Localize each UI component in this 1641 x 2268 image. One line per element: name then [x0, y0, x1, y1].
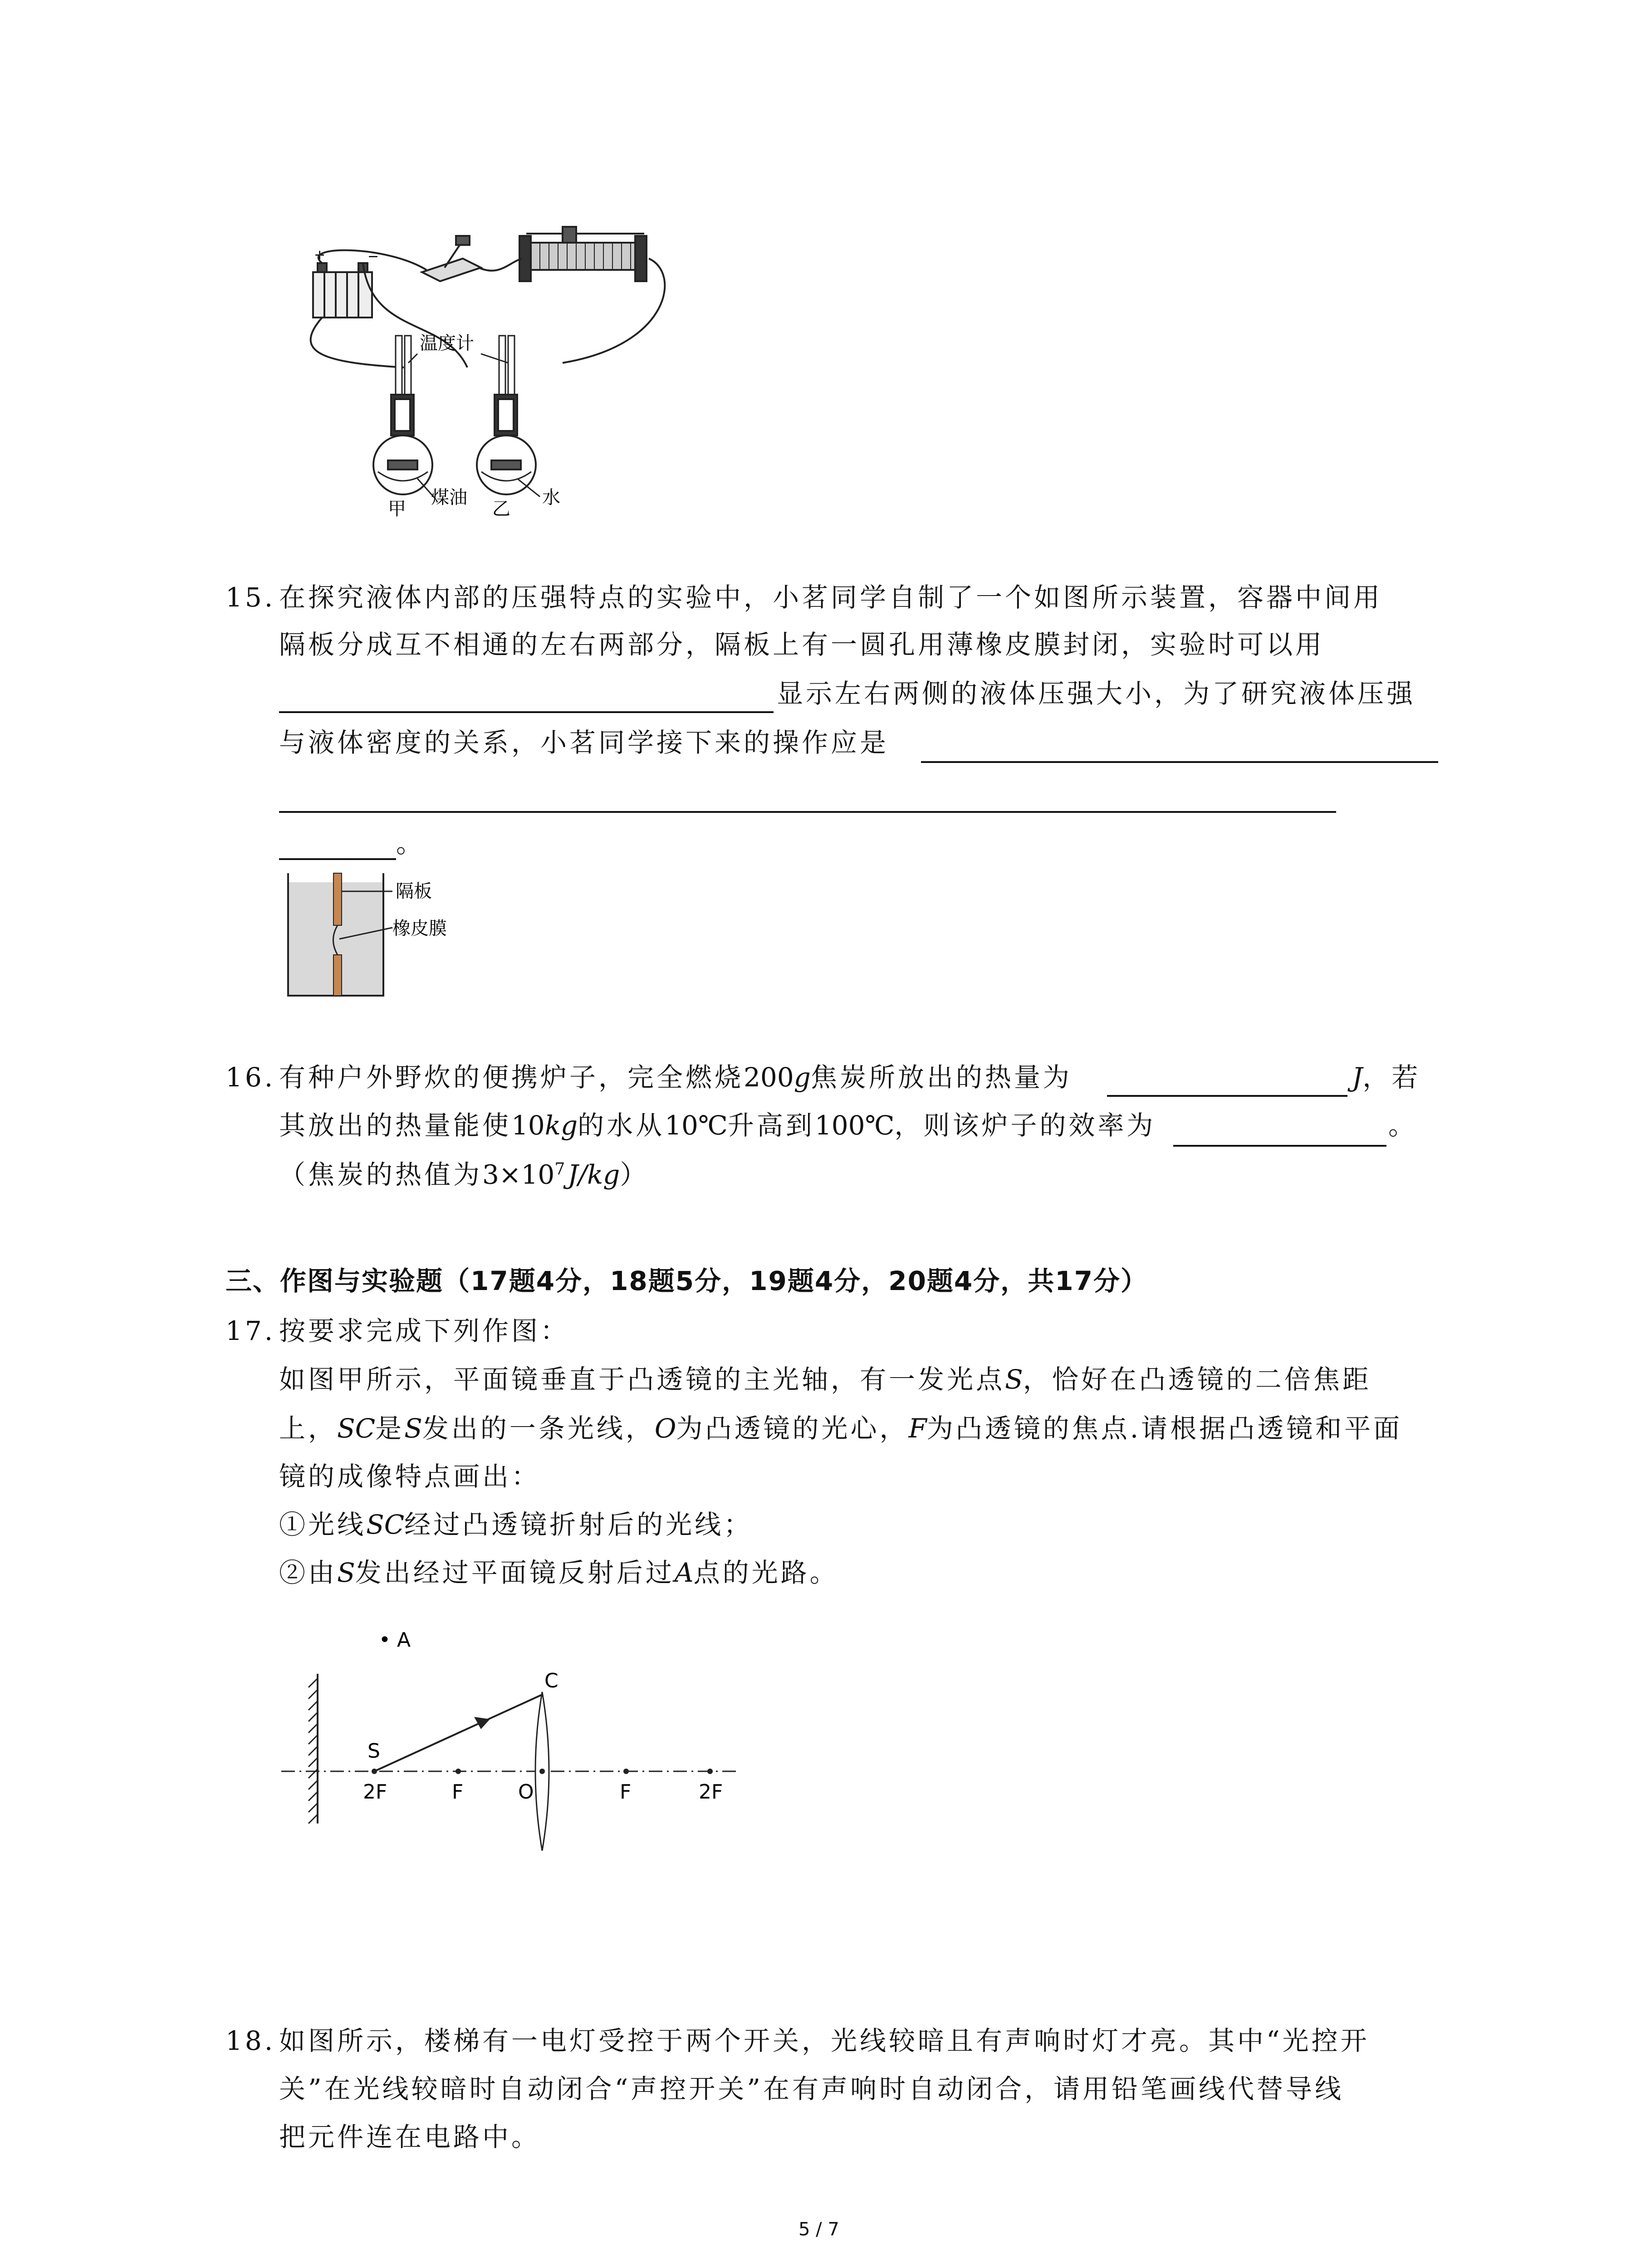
q15-blank-2c[interactable]: [279, 858, 396, 860]
q17-line6: ②由S发出经过平面镜反射后过A点的光路。: [279, 1557, 839, 1588]
q16-number: 16.: [225, 1062, 276, 1093]
svg-text:−: −: [367, 249, 379, 264]
flask-yi: [477, 395, 536, 494]
circuit-figure: [272, 218, 690, 517]
q17-line4: 镜的成像特点画出：: [279, 1461, 541, 1492]
q16-line2-end: 。: [1388, 1110, 1418, 1141]
q16-blank-2[interactable]: [1173, 1145, 1386, 1147]
q16-blank-1[interactable]: [1107, 1095, 1347, 1097]
q15-number: 15.: [225, 582, 276, 613]
svg-text:+: +: [314, 247, 326, 263]
point-a-label: • A: [379, 1628, 411, 1652]
flask-jia: [373, 395, 432, 494]
page-number: 5 / 7: [798, 2219, 839, 2240]
switch-icon: [422, 236, 481, 281]
q18-line3: 把元件连在电路中。: [279, 2121, 541, 2152]
label-water: 水: [542, 487, 560, 508]
q16-line1: 有种户外野炊的便携炉子，完全燃烧200g焦炭所放出的热量为: [279, 1062, 1072, 1093]
tick-2f-left: 2F: [363, 1780, 387, 1804]
tick-o: O: [518, 1780, 534, 1804]
rheostat-icon: [519, 227, 647, 281]
container-figure: [277, 866, 485, 1002]
q15-blank-1[interactable]: [279, 711, 774, 713]
ray-sc: [374, 1694, 543, 1771]
q15-blank-2a[interactable]: [921, 761, 1438, 763]
q16-line2: 其放出的热量能使10kg的水从10℃升高到100℃，则该炉子的效率为: [279, 1110, 1156, 1141]
q15-line2: 隔板分成互不相通的左右两部分，隔板上有一圆孔用薄橡皮膜封闭，实验时可以用: [279, 629, 1325, 660]
battery-icon: [313, 263, 372, 318]
q15-line1: 在探究液体内部的压强特点的实验中，小茗同学自制了一个如图所示装置，容器中间用: [279, 582, 1383, 613]
q18-number: 18.: [225, 2025, 276, 2056]
lens-figure: [272, 1624, 753, 1878]
q15-blank-2b[interactable]: [279, 811, 1336, 813]
q17-line1: 按要求完成下列作图：: [279, 1315, 570, 1346]
thermometer-label: 温度计: [420, 333, 474, 354]
tick-2f-right: 2F: [699, 1780, 723, 1804]
tick-f-right: F: [620, 1780, 632, 1804]
q15-end: 。: [396, 828, 426, 859]
q18-line2: 关”在光线较暗时自动闭合“声控开关”在有声响时自动闭合，请用铅笔画线代替导线: [279, 2073, 1344, 2104]
q16-line3: （焦炭的热值为$3\times 10^7J/kg$）: [279, 1159, 649, 1190]
membrane-label: 橡皮膜: [392, 918, 447, 939]
q16-line1-end: J，若: [1352, 1062, 1421, 1093]
q17-line2: 如图甲所示，平面镜垂直于凸透镜的主光轴，有一发光点S，恰好在凸透镜的二倍焦距: [279, 1364, 1372, 1395]
label-yi: 乙: [492, 499, 510, 517]
label-jia: 甲: [388, 499, 406, 517]
q18-line1: 如图所示，楼梯有一电灯受控于两个开关，光线较暗且有声响时灯才亮。其中“光控开: [279, 2025, 1370, 2056]
q15-line3: 显示左右两侧的液体压强大小，为了研究液体压强: [777, 678, 1416, 709]
q15-line4: 与液体密度的关系，小茗同学接下来的操作应是: [279, 727, 889, 758]
q17-number: 17.: [225, 1315, 276, 1346]
point-c-label: C: [544, 1669, 558, 1692]
section3-title: 三、作图与实验题（17题4分，18题5分，19题4分，20题4分，共17分）: [225, 1266, 1148, 1296]
q17-line3: 上，SC是S发出的一条光线，O为凸透镜的光心，F为凸透镜的焦点.请根据凸透镜和平面: [279, 1413, 1403, 1444]
point-s-label: S: [367, 1740, 380, 1763]
label-kerosene: 煤油: [431, 487, 467, 508]
partition-label: 隔板: [396, 881, 432, 902]
tick-f-left: F: [452, 1780, 464, 1804]
q17-line5: ①光线SC经过凸透镜折射后的光线；: [279, 1509, 753, 1540]
